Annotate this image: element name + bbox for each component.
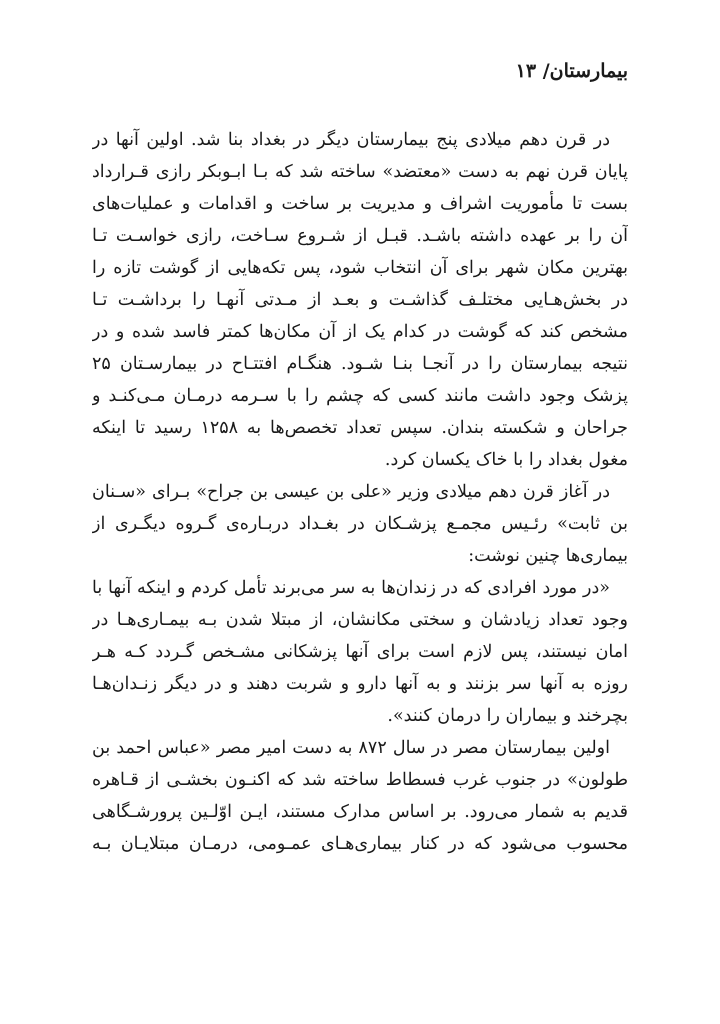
text-line: بچرخند و بیماران را درمان کنند». <box>387 706 628 726</box>
text-line: طولون» در جنوب غرب فسطاط ساخته شد که اکنـون بخشـی از قـاهره <box>92 770 628 790</box>
text-line: در بخش‌هـایی مختلـف گذاشـت و بعـد از مـدتی آنهـا را برداشـت تـا <box>92 290 628 310</box>
text-line: مغول بغداد را با خاک یکسان کرد. <box>384 450 628 470</box>
text-line: پزشک وجود داشت مانند کسی که چشم را با سـرمه درمـان مـی‌کنـد و <box>92 386 628 406</box>
text-line: آن را بر عهده داشته باشـد. قبـل از شـروع سـاخت، رازی خواسـت تـا <box>92 226 628 246</box>
text-line: جراحان و شکسته بندان. سپس تعداد تخصص‌ها به ۱۲۵۸ رسید تا اینکه <box>92 418 628 438</box>
paragraph-1 <box>92 124 628 476</box>
quotation-paragraph <box>92 572 628 732</box>
text-line: روزه به آنها سر بزنند و به آنها دارو و شربت دهند و در دیگر زنـدان‌هـا <box>92 674 628 694</box>
body-text <box>92 124 628 860</box>
text-line: اولین بیمارستان مصر در سال ۸۷۲ به دست امیر مصر «عباس احمد بن <box>92 738 610 758</box>
paragraph-2 <box>92 476 628 572</box>
text-line: محسوب می‌شود که در کنار بیماری‌هـای عمـومی، درمـان مبتلایـان بـه <box>92 834 628 854</box>
text-line: پایان قرن نهم به دست «معتضد» ساخته شد که بـا ابـوبکر رازی قـرارداد <box>92 162 628 182</box>
text-line: بست تا مأموریت اشراف و مدیریت بر ساخت و اقدامات و عملیات‌های <box>92 194 628 214</box>
paragraph-4 <box>92 732 628 860</box>
text-line: امان نیستند، پس لازم است برای آنها پزشکانی مشـخص گـردد کـه هـر <box>92 642 628 662</box>
text-line: وجود تعداد زیادشان و سختی مکانشان، از مبتلا شدن بـه بیمـاری‌هـا در <box>92 610 628 630</box>
text-line: بن ثابت» رئـیس مجمـع پزشـکان در بغـداد دربـاره‌ی گـروه دیگـری از <box>92 514 628 534</box>
text-line: نتیجه بیمارستان را در آنجـا بنـا شـود. هنگـام افتتـاح در بیمارسـتان ۲۵ <box>92 354 628 374</box>
text-line: در آغاز قرن دهم میلادی وزیر «علی بن عیسی بن جراح» بـرای «سـنان <box>92 482 610 502</box>
running-head: بیمارستان/ ۱۳ <box>515 60 628 82</box>
text-line: مشخص کند که گوشت در کدام یک از آن مکان‌ها کمتر فاسد شده و در <box>92 322 628 342</box>
text-line: قدیم به شمار می‌رود. بر اساس مدارک مستند، ایـن اوّلـین پرورشـگاهی <box>92 802 628 822</box>
text-line: بهترین مکان شهر برای آن انتخاب شود، پس تکه‌هایی از گوشت تازه را <box>92 258 628 278</box>
text-line: بیماری‌ها چنین نوشت: <box>468 546 628 566</box>
text-line: در قرن دهم میلادی پنج بیمارستان دیگر در بغداد بنا شد. اولین آنها در <box>92 130 610 150</box>
text-line: «در مورد افرادی که در زندان‌ها به سر می‌برند تأمل کردم و اینکه آنها با <box>92 578 610 598</box>
